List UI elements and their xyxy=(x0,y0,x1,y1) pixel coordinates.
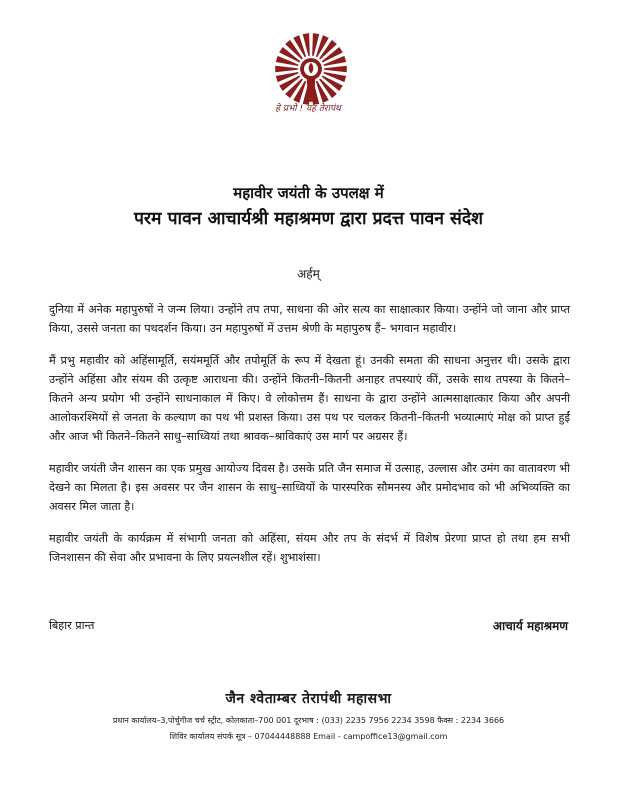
salutation: अर्हम् xyxy=(297,267,320,281)
place-name: बिहार प्रान्त xyxy=(49,619,95,632)
logo-tagline: हे प्रभो ! यह तेरापंथ xyxy=(275,104,341,114)
signature: आचार्य महाश्रमण xyxy=(492,619,568,633)
office-address: प्रधान कार्यालय–3,पोर्चुगीज चर्च स्ट्रीट, कोलकाता–700 001 दूरभाष : (033) 2235 7956 2234 3598 फैक्स : 2234 3666 xyxy=(112,716,505,725)
paragraph-2: मैं प्रभु महावीर को अहिंसामूर्ति, सयंममूर्ति और तपोमूर्ति के रूप में देखता हूं। उनकी समता की साधना अनुत्तर थी। उसके द्वारा उन्होंने अहिंसा और संयम की उत्कृष्ट आराधना की। उन्होंने कितनी–कितनी अनाहर तपस्याएं कीं, उसके साथ तपस्या के कितने–कितने अन्य प्रयोग भी उन्होंने साधनाकाल में किए। वे लोकोत्तम हैं। साधना के द्वारा उन्होंने आत्मसाक्षात्कार किया और अपनी आलोकरश्मियों से जनता के कल्याण का पथ भी प्रशस्त किया। उस पथ पर चलकर कितनी–कितनी भव्यात्माएं मोक्ष को प्राप्त हुईं और आज भी कितने–कितने साधु–साध्वियां तथा श्रावक–श्राविकाएं उस मार्ग पर अग्रसर हैं। xyxy=(49,354,570,443)
paragraph-3: महावीर जयंती जैन शासन का एक प्रमुख आयोज्य दिवस है। उसके प्रति जैन समाज में उत्साह, उल्लास और उमंग का वातावरण भी देखने का मिलता है। इस अवसर पर जैन शासन के साधु–साध्वियों के पारस्परिक सौमनस्य और प्रमोदभाव को भी अभिव्यक्ति का अवसर मिल जाता है। xyxy=(49,462,570,513)
logo-ray xyxy=(275,66,297,72)
message-body xyxy=(49,300,570,580)
paragraph-4: महावीर जयंती के कार्यक्रम में संभागी जनता को अहिंसा, संयम और तप के संदर्भ में विशेष प्रेरणा प्राप्त हो तथा हम सभी जिनशासन की सेवा और प्रभावना के लिए प्रयत्नशील रहें। शुभाशंसा। xyxy=(49,532,570,564)
paragraph-1: दुनिया में अनेक महापुरुषों ने जन्म लिया। उन्होंने तप तपा, साधना की ओर सत्य का साक्षात्कार किया। उन्होंने जो जाना और प्राप्त किया, उससे जनता का पथदर्शन किया। उन महापुरुषों में उत्तम श्रेणी के महापुरुष हैं– भगवान महावीर। xyxy=(49,303,570,335)
camp-office-contact: शिविर कार्यालय संपर्क सूत्र – 07044448888 Email - campoffice13@gmail.com xyxy=(169,732,448,741)
title-line-1: महावीर जयंती के उपलक्ष में xyxy=(233,184,384,202)
logo-ray xyxy=(324,66,346,72)
terapanth-logo xyxy=(272,30,350,108)
organization-name: जैन श्वेताम्बर तेरापंथी महासभा xyxy=(225,691,392,707)
title-line-2: परम पावन आचार्यश्री महाश्रमण द्वारा प्रदत्त पावन संदेश xyxy=(133,209,484,229)
